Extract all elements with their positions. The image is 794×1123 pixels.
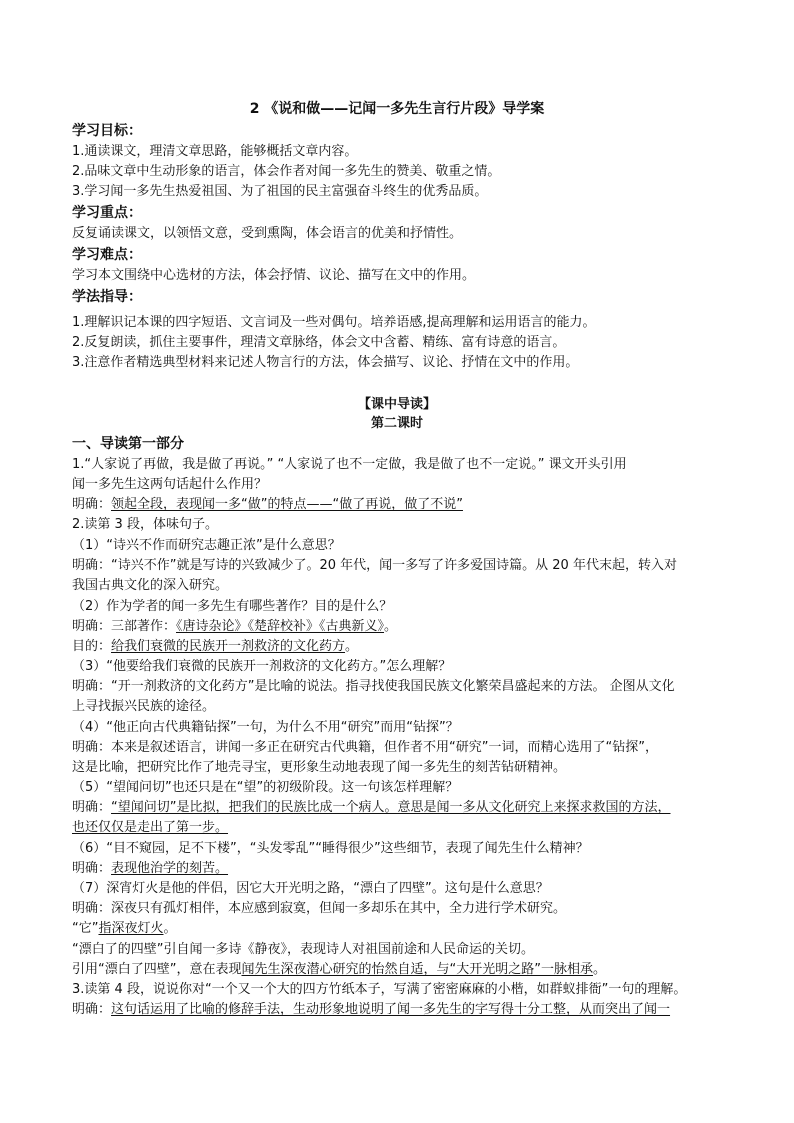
sub-answer-3-line-1: 明确：“开一剂救济的文化药方”是比喻的说法。指寻找使我国民族文化繁荣昌盛起来的方法。 企图从文化 bbox=[72, 679, 675, 694]
sub-answer-7: 明确：深夜只有孤灯相伴，本应感到寂寞，但闻一多却乐在其中，全力进行学术研究。 bbox=[72, 901, 567, 916]
answer-6-underlined: 表现他治学的刻苦。 bbox=[111, 861, 229, 876]
sub-answer-4-line-2: 这是比喻，把研究比作了地壳寻宝，更形象生动地表现了闻一多先生的刻苦钻研精神。 bbox=[72, 760, 567, 775]
answer-label: 明确： bbox=[72, 1002, 112, 1017]
answer-1 bbox=[72, 495, 732, 515]
sub-answer-1-line-2: 我国古典文化的深入研究。 bbox=[72, 578, 229, 593]
method-item-3: 3.注意作者精选典型材料来记述人物言行的方法，体会描写、议论、抒情在文中的作用。 bbox=[72, 355, 579, 370]
quote-prefix: 引用“漂白了四壁”，意在表现 bbox=[72, 962, 242, 977]
sub-answer-2-works bbox=[72, 617, 732, 637]
it-label: “它” bbox=[72, 921, 99, 936]
punctuation: 。 bbox=[384, 619, 398, 634]
answer-3 bbox=[72, 1000, 732, 1020]
method-item-2: 2.反复朗读，抓住主要事件，理清文章脉络，体会文中含蓄、精练、富有诗意的语言。 bbox=[72, 335, 566, 350]
answer-label: 明确：三部著作： bbox=[72, 619, 177, 634]
goal-item-1: 1.通读课文，理清文章思路，能够概括文章内容。 bbox=[72, 144, 358, 159]
question-3: 3.读第 4 段，说说你对“一个又一个大的四方竹纸本子，写满了密密麻麻的小楷，如群蚁排衙”一句的理解。 bbox=[72, 982, 687, 997]
purpose-label: 目的： bbox=[72, 639, 112, 654]
sub-answer-7-wall: “漂白了的四壁”引自闻一多诗《静夜》，表现诗人对祖国前途和人民命运的关切。 bbox=[72, 942, 534, 957]
key-points-heading: 学习重点： bbox=[72, 205, 142, 221]
answer-label: 明确： bbox=[72, 497, 112, 512]
punctuation: 。 bbox=[163, 921, 177, 936]
sub-question-7: （7）深宵灯火是他的伴侣，因它大开光明之路，“漂白了四壁”。这句是什么意思？ bbox=[72, 881, 549, 896]
answer-3-underlined: 这句话运用了比喻的修辞手法，生动形象地说明了闻一多先生的字写得十分工整，从而突出了闻一 bbox=[111, 1002, 671, 1017]
goal-item-3: 3.学习闻一多先生热爱祖国、为了祖国的民主富强奋斗终生的优秀品质。 bbox=[72, 184, 488, 199]
sub-answer-3-line-2: 上寻找振兴民族的途径。 bbox=[72, 699, 216, 714]
sub-answer-2-purpose bbox=[72, 637, 732, 657]
quote-underlined: 闻先生深夜潜心研究的怡然自适，与“大开光明之路”一脉相承 bbox=[241, 962, 593, 977]
method-heading: 学法指导： bbox=[72, 289, 142, 305]
answer-1-underlined: 领起全段，表现闻一多“做”的特点——“做了再说，做了不说” bbox=[111, 497, 463, 512]
works-list-underlined: 《唐诗杂论》《楚辞校补》《古典新义》 bbox=[176, 619, 385, 634]
sub-answer-5-line-1 bbox=[72, 798, 732, 818]
answer-label: 明确： bbox=[72, 800, 112, 815]
document-title: 2 《说和做——记闻一多先生言行片段》导学案 bbox=[249, 101, 545, 117]
sub-question-5: （5）“望闻问切”也还只是在“望”的初级阶段。这一句该怎样理解？ bbox=[72, 780, 459, 795]
sub-question-4: （4）“他正向古代典籍钻探”一句，为什么不用“研究”而用“钻探”？ bbox=[72, 720, 459, 735]
purpose-underlined: 给我们衰微的民族开一剂救济的文化药方 bbox=[111, 639, 346, 654]
punctuation: 。 bbox=[592, 962, 606, 977]
sub-question-2: （2）作为学者的闻一多先生有哪些著作？目的是什么？ bbox=[72, 599, 393, 614]
sub-answer-4-line-1: 明确：本来是叙述语言，讲闻一多正在研究古代典籍，但作者不用“研究”一词，而精心选用了“钻探”， bbox=[72, 740, 658, 755]
sub-answer-1-line-1: 明确：“诗兴不作”就是写诗的兴致减少了。20 年代，闻一多写了许多爱国诗篇。从 20 年代末起，转入对 bbox=[72, 558, 677, 573]
sub-answer-5-line-2 bbox=[72, 818, 732, 838]
difficulties-text: 学习本文围绕中心选材的方法，体会抒情、议论、描写在文中的作用。 bbox=[72, 268, 476, 283]
answer-5-underlined-2: 也还仅仅是走出了第一步。 bbox=[72, 820, 229, 835]
sub-answer-7-it bbox=[72, 919, 732, 939]
section-title: 【课中导读】 bbox=[357, 397, 436, 412]
question-2: 2.读第 3 段，体味句子。 bbox=[72, 517, 218, 532]
answer-label: 明确： bbox=[72, 861, 112, 876]
sub-question-6: （6）“目不窥园，足不下楼”，“头发零乱”“睡得很少”这些细节，表现了闻先生什么精神？ bbox=[72, 841, 589, 856]
method-item-1: 1.理解识记本课的四字短语、文言词及一些对偶句。培养语感,提高理解和运用语言的能力。 bbox=[72, 315, 596, 330]
sub-question-3: （3）“他要给我们衰微的民族开一剂救济的文化药方。”怎么理解？ bbox=[72, 659, 452, 674]
punctuation: 。 bbox=[345, 639, 359, 654]
difficulties-heading: 学习难点： bbox=[72, 247, 142, 263]
goal-item-2: 2.品味文章中生动形象的语言，体会作者对闻一多先生的赞美、敬重之情。 bbox=[72, 164, 501, 179]
goals-heading: 学习目标： bbox=[72, 123, 142, 139]
question-1-line-1: 1.“人家说了再做，我是做了再说。” “人家说了也不一定做，我是做了也不一定说。” 课文开头引用 bbox=[72, 457, 627, 472]
sub-question-1: （1）“诗兴不作而研究志趣正浓”是什么意思？ bbox=[72, 538, 341, 553]
it-underlined: 指深夜灯火 bbox=[98, 921, 164, 936]
question-1-line-2: 闻一多先生这两句话起什么作用？ bbox=[72, 477, 268, 492]
answer-5-underlined-1: “望闻问切”是比拟，把我们的民族比成一个病人。意思是闻一多从文化研究上来探求救国的方法， bbox=[111, 800, 671, 815]
period-title: 第二课时 bbox=[370, 416, 423, 431]
part-heading: 一、导读第一部分 bbox=[72, 436, 184, 452]
key-points-text: 反复诵读课文，以领悟文意，受到熏陶，体会语言的优美和抒情性。 bbox=[72, 226, 463, 241]
sub-answer-6 bbox=[72, 859, 732, 879]
sub-answer-7-quote bbox=[72, 960, 732, 980]
